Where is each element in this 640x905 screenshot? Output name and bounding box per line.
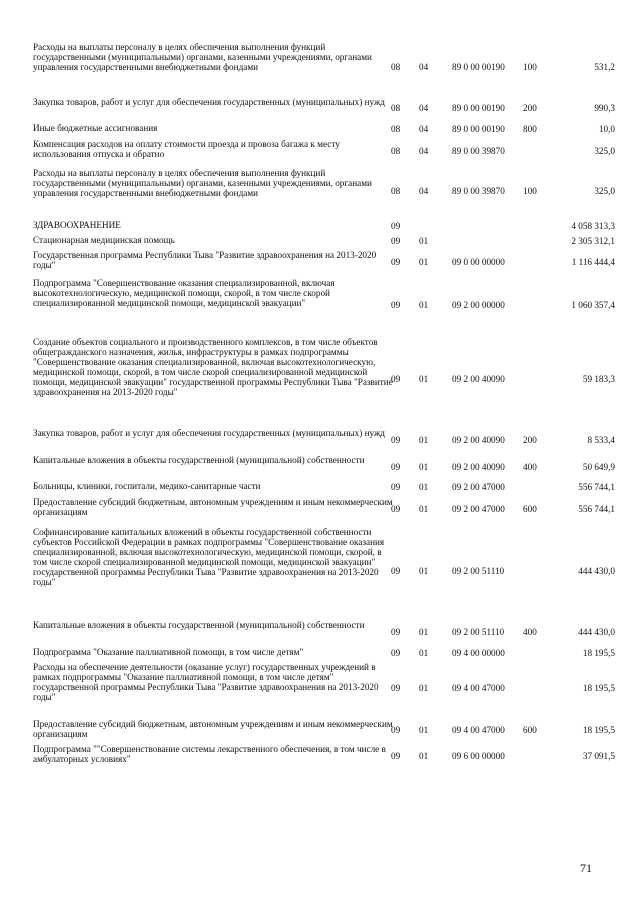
- table-row: [0, 481, 640, 493]
- cell-name: Расходы на обеспечение деятельности (оказание услуг) государственных учреждений в рамках подпрограммы "Оказание паллиативной помощи, в том числе детям" государственной программы Республики Тыва "Развитие здравоохранения на 2013-2020 годы": [33, 662, 379, 703]
- cell-pr: 01: [419, 565, 429, 576]
- table-row: [0, 647, 640, 659]
- cell-rz: 09: [391, 299, 401, 310]
- cell-sum: 18 195,5: [582, 682, 615, 693]
- cell-name: Капитальные вложения в объекты государственной (муниципальной) собственности: [33, 455, 365, 465]
- table-row: [0, 250, 640, 273]
- cell-pr: 01: [419, 434, 429, 445]
- table-row: [0, 235, 640, 247]
- cell-cs: 89 0 00 00190: [452, 61, 505, 72]
- table-row: [0, 139, 640, 163]
- cell-sum: 325,0: [594, 185, 615, 196]
- table-row: [0, 337, 640, 421]
- page-number: 71: [580, 861, 592, 875]
- cell-vr: 100: [523, 185, 537, 196]
- cell-cs: 09 2 00 40090: [452, 434, 505, 445]
- table-row: [0, 744, 640, 768]
- cell-sum: 325,0: [594, 145, 615, 156]
- cell-vr: 400: [523, 626, 537, 637]
- cell-pr: 01: [419, 481, 429, 492]
- cell-vr: 600: [523, 503, 537, 514]
- cell-cs: 09 4 00 00000: [452, 647, 505, 658]
- cell-cs: 09 0 00 00000: [452, 256, 505, 267]
- cell-cs: 89 0 00 00190: [452, 102, 505, 113]
- table-row: [0, 220, 640, 232]
- table-row: [0, 527, 640, 615]
- cell-cs: 09 4 00 47000: [452, 724, 505, 735]
- cell-cs: 89 0 00 39870: [452, 185, 505, 196]
- cell-name: Предоставление субсидий бюджетным, автономным учреждениям и иным некоммерческим организациям: [33, 497, 393, 518]
- cell-cs: 09 2 00 47000: [452, 503, 505, 514]
- cell-name: Государственная программа Республики Тыва "Развитие здравоохранения на 2013-2020 годы": [33, 250, 377, 271]
- cell-sum: 1 060 357,4: [571, 299, 615, 310]
- cell-pr: 04: [419, 145, 429, 156]
- cell-sum: 444 430,0: [578, 626, 615, 637]
- table-row: [0, 497, 640, 521]
- cell-name: Подпрограмма "Совершенствование оказания специализированной, включая высокотехнологическую, медицинской помощи, скорой, в том числе скорой специализированной медицинской помощи, медицинской эвакуации": [33, 278, 335, 309]
- cell-name: Больницы, клиники, госпитали, медико-санитарные части: [33, 481, 261, 491]
- table-row: [0, 620, 640, 643]
- cell-name: Расходы на выплаты персоналу в целях обеспечения выполнения функций государственными (муниципальными) органами, казенными учреждениями, органами управления государственными внебюджетными фондами: [33, 42, 372, 73]
- cell-name: Предоставление субсидий бюджетным, автономным учреждениям и иным некоммерческим организациям: [33, 719, 393, 740]
- cell-cs: 09 2 00 51110: [452, 626, 505, 637]
- cell-rz: 09: [391, 220, 401, 231]
- cell-vr: 100: [523, 61, 537, 72]
- cell-rz: 09: [391, 481, 401, 492]
- cell-sum: 10,0: [598, 123, 615, 134]
- cell-pr: 01: [419, 461, 429, 472]
- cell-sum: 556 744,1: [578, 503, 615, 514]
- cell-name: Стационарная медицинская помощь: [33, 235, 175, 245]
- cell-rz: 09: [391, 724, 401, 735]
- cell-rz: 09: [391, 682, 401, 693]
- cell-cs: 09 2 00 40090: [452, 461, 505, 472]
- cell-rz: 09: [391, 434, 401, 445]
- table-row: [0, 662, 640, 714]
- cell-pr: 04: [419, 185, 429, 196]
- cell-vr: 200: [523, 102, 537, 113]
- cell-pr: 04: [419, 61, 429, 72]
- cell-pr: 01: [419, 373, 429, 384]
- cell-vr: 200: [523, 434, 537, 445]
- cell-cs: 89 0 00 39870: [452, 145, 505, 156]
- cell-pr: 01: [419, 682, 429, 693]
- cell-rz: 09: [391, 503, 401, 514]
- cell-name: Иные бюджетные ассигнования: [33, 123, 158, 133]
- cell-sum: 8 533,4: [587, 434, 615, 445]
- cell-rz: 08: [391, 123, 401, 134]
- cell-name: Закупка товаров, работ и услуг для обеспечения государственных (муниципальных) нужд: [33, 428, 385, 438]
- table-row: [0, 278, 640, 332]
- cell-name: Капитальные вложения в объекты государственной (муниципальной) собственности: [33, 620, 365, 630]
- cell-sum: 37 091,5: [582, 750, 615, 761]
- cell-cs: 89 0 00 00190: [452, 123, 505, 134]
- cell-cs: 09 2 00 51110: [452, 565, 505, 576]
- cell-pr: 01: [419, 299, 429, 310]
- cell-rz: 09: [391, 647, 401, 658]
- cell-pr: 01: [419, 647, 429, 658]
- table-row: [0, 168, 640, 214]
- cell-pr: 01: [419, 235, 429, 246]
- cell-rz: 09: [391, 256, 401, 267]
- cell-pr: 04: [419, 102, 429, 113]
- table-row: [0, 455, 640, 478]
- cell-sum: 50 649,9: [582, 461, 615, 472]
- cell-sum: 556 744,1: [578, 481, 615, 492]
- cell-name: Расходы на выплаты персоналу в целях обеспечения выполнения функций государственными (муниципальными) органами, казенными учреждениями, органами управления государственными внебюджетными фондами: [33, 168, 372, 199]
- cell-cs: 09 4 00 47000: [452, 682, 505, 693]
- cell-pr: 01: [419, 750, 429, 761]
- cell-sum: 1 116 444,4: [571, 256, 615, 267]
- cell-rz: 09: [391, 750, 401, 761]
- cell-pr: 01: [419, 626, 429, 637]
- cell-rz: 09: [391, 461, 401, 472]
- cell-sum: 531,2: [594, 61, 615, 72]
- table-row: [0, 719, 640, 741]
- cell-name: Закупка товаров, работ и услуг для обеспечения государственных (муниципальных) нужд: [33, 97, 385, 107]
- cell-sum: 4 058 313,3: [571, 220, 615, 231]
- cell-vr: 800: [523, 123, 537, 134]
- cell-name: Софинансирование капитальных вложений в объекты государственной собственности субъектов Российской Федерации в рамках подпрограммы "Совершенствование оказания специализированной, включая высокотехнологическую, медицинской помощи, скорой, в том числе скорой специализированной медицинской помощи, медицинской эвакуации" государственной программы Республики Тыва "Развитие здравоохранения на 2013-2020 годы": [33, 527, 385, 588]
- cell-rz: 08: [391, 145, 401, 156]
- cell-cs: 09 2 00 00000: [452, 299, 505, 310]
- cell-vr: 400: [523, 461, 537, 472]
- cell-sum: 990,3: [594, 102, 615, 113]
- cell-pr: 01: [419, 256, 429, 267]
- cell-rz: 08: [391, 102, 401, 113]
- cell-pr: 01: [419, 503, 429, 514]
- cell-rz: 09: [391, 626, 401, 637]
- table-row: [0, 97, 640, 119]
- cell-name: Компенсация расходов на оплату стоимости проезда и провоза багажа к месту использования отпуска и обратно: [33, 139, 340, 160]
- cell-sum: 2 305 312,1: [571, 235, 615, 246]
- cell-pr: 01: [419, 724, 429, 735]
- cell-cs: 09 6 00 00000: [452, 750, 505, 761]
- cell-pr: 04: [419, 123, 429, 134]
- cell-rz: 08: [391, 61, 401, 72]
- table-row: [0, 42, 640, 92]
- cell-name: Создание объектов социального и производственного комплексов, в том числе объектов общегражданского назначения, жилья, инфраструктуры в рамках подпрограммы "Совершенствование оказания специализированной, включая высокотехнологическую, медицинской помощи, скорой, в том числе скорой специализированной медицинской помощи, медицинской эвакуации" государственной программы Республики Тыва "Развитие здравоохранения на 2013-2020 годы": [33, 337, 393, 398]
- cell-rz: 08: [391, 185, 401, 196]
- cell-rz: 09: [391, 235, 401, 246]
- cell-vr: 600: [523, 724, 537, 735]
- cell-sum: 18 195,5: [582, 647, 615, 658]
- table-row: [0, 428, 640, 451]
- cell-cs: 09 2 00 47000: [452, 481, 505, 492]
- cell-name: Подпрограмма ""Совершенствование системы лекарственного обеспечения, в том числе в амбулаторных условиях": [33, 744, 386, 765]
- cell-sum: 59 183,3: [582, 373, 615, 384]
- table-row: [0, 123, 640, 135]
- cell-name: ЗДРАВООХРАНЕНИЕ: [33, 220, 121, 230]
- cell-cs: 09 2 00 40090: [452, 373, 505, 384]
- cell-rz: 09: [391, 373, 401, 384]
- cell-sum: 444 430,0: [578, 565, 615, 576]
- cell-rz: 09: [391, 565, 401, 576]
- cell-name: Подпрограмма "Оказание паллиативной помощи, в том числе детям": [33, 647, 304, 657]
- cell-sum: 18 195,5: [582, 724, 615, 735]
